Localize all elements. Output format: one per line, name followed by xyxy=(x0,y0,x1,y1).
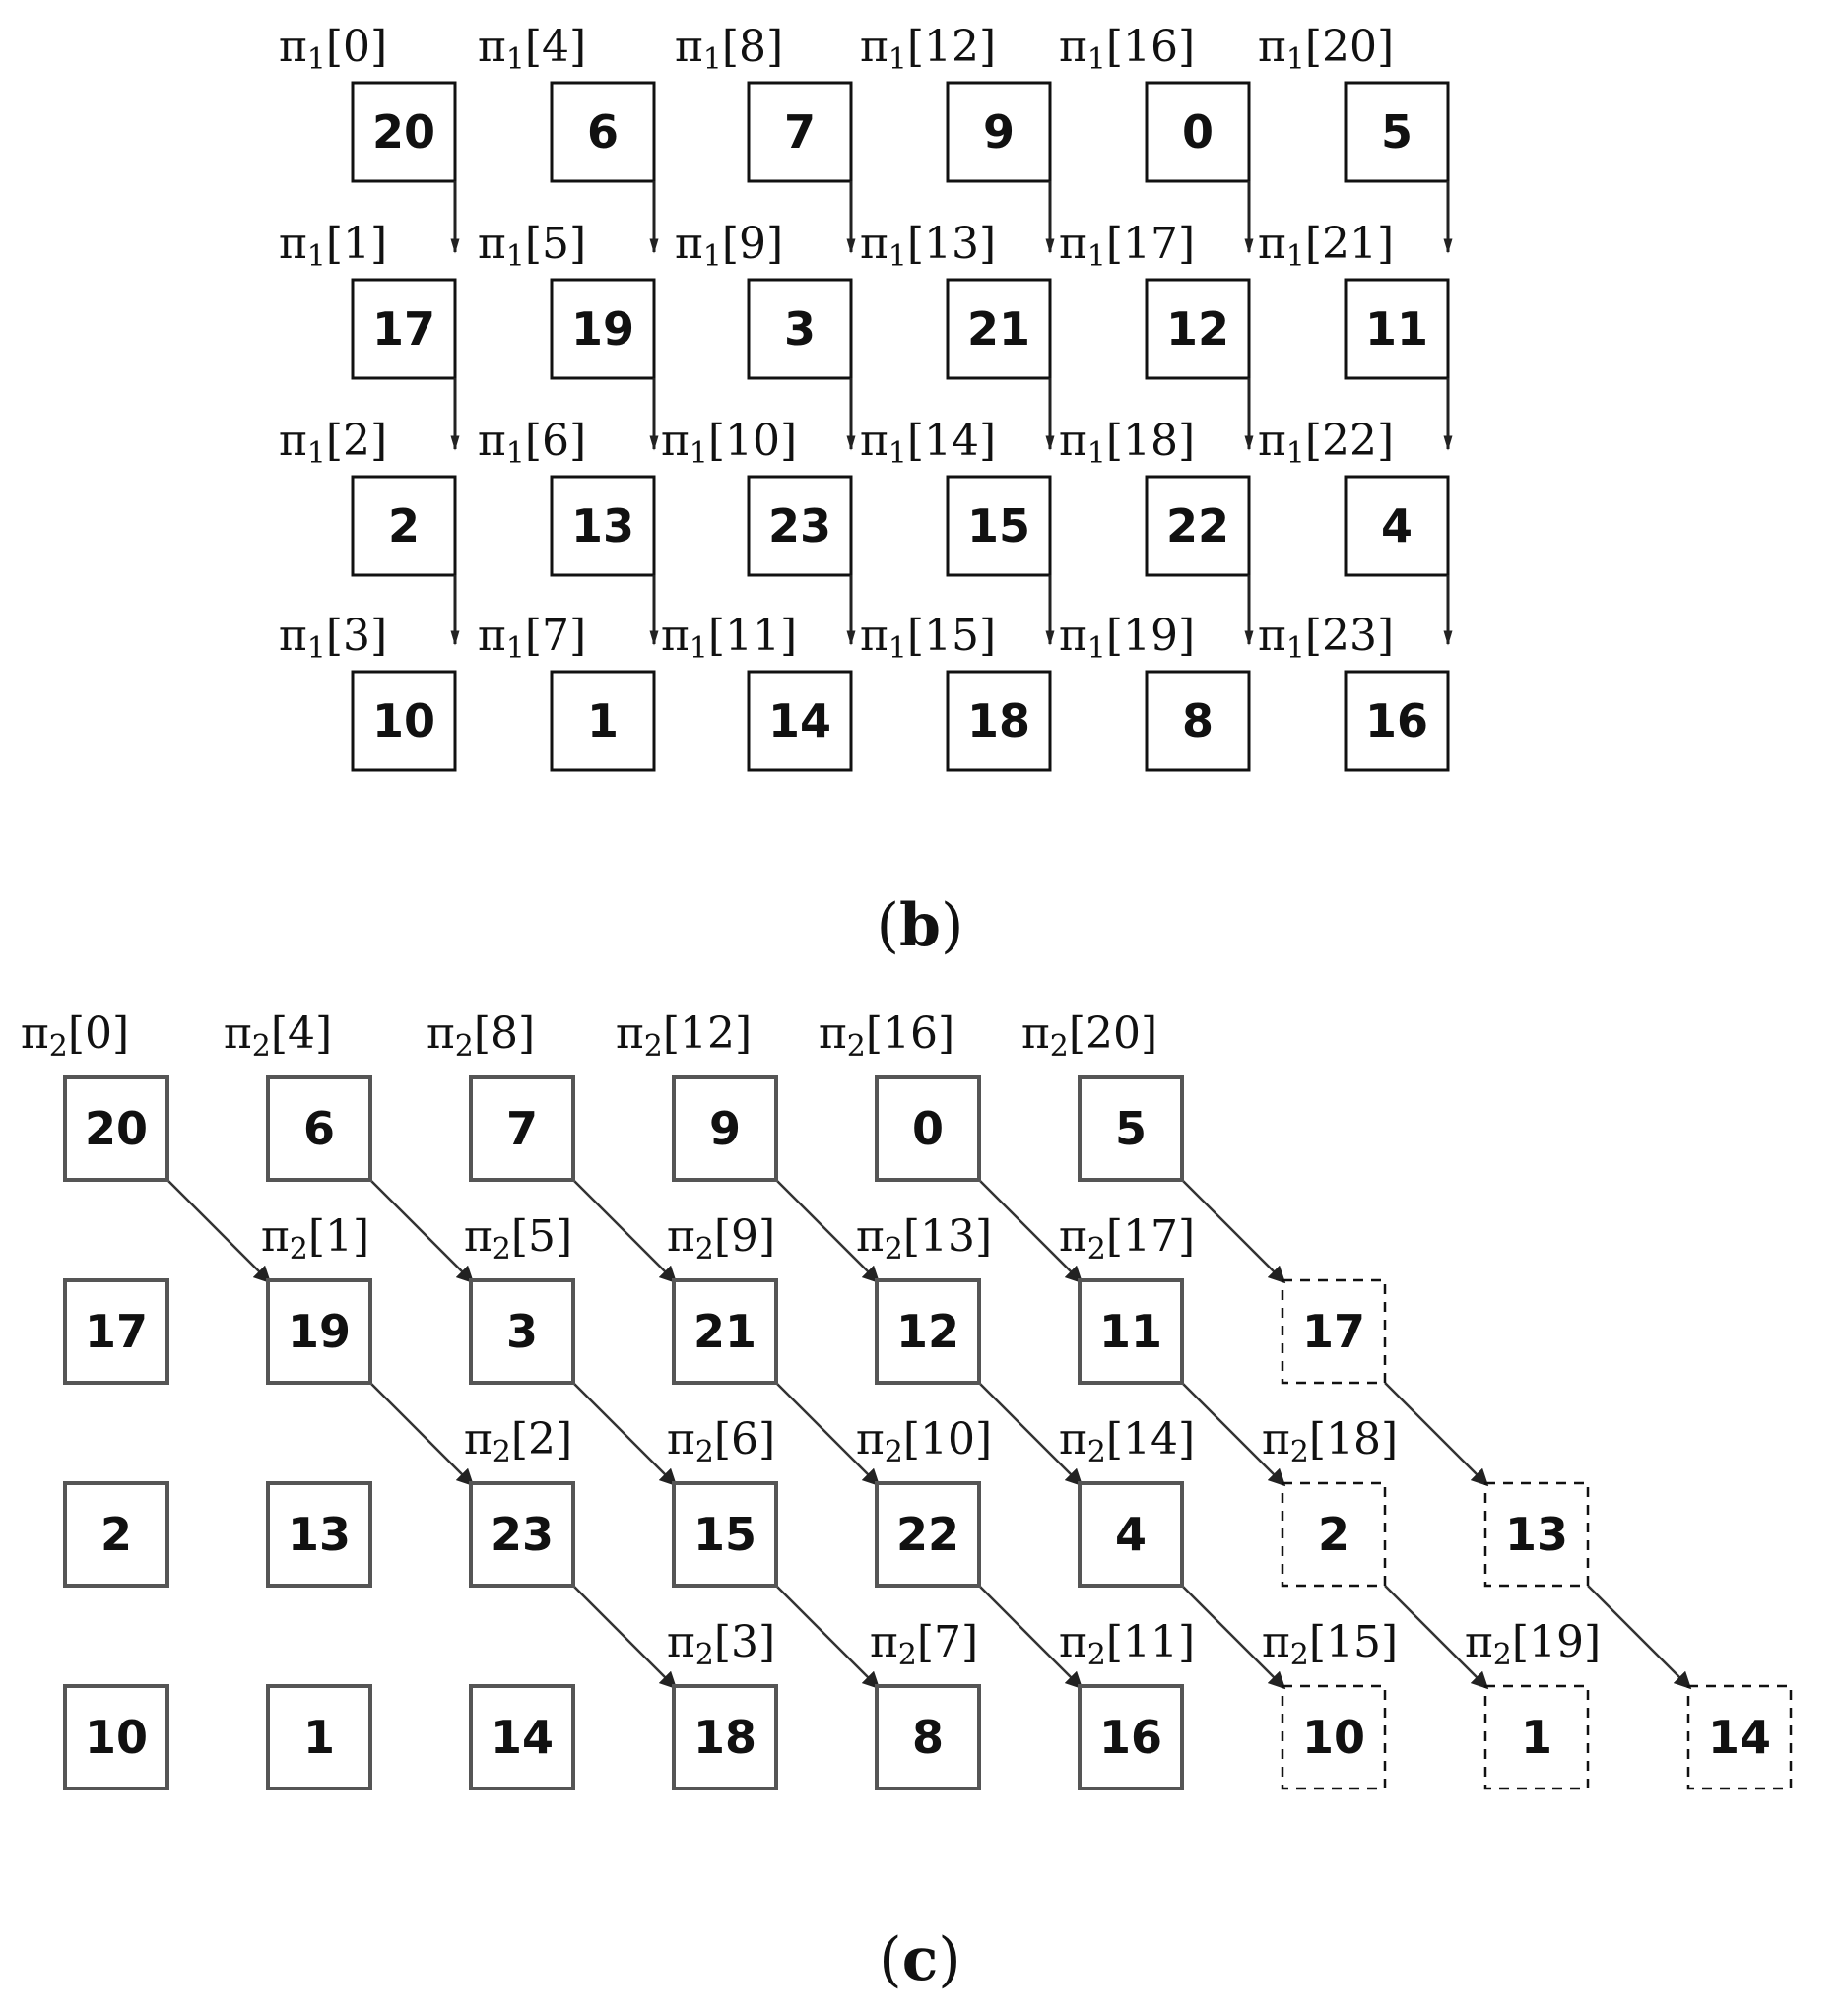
panel-c-cell-value: 13 xyxy=(287,1508,352,1561)
panel-b-cell-value: 15 xyxy=(966,499,1031,553)
panel-b-cell-value: 0 xyxy=(1181,105,1215,159)
panel-c-cell-value: 14 xyxy=(1707,1711,1772,1764)
panel-c-index-label: π2[0] xyxy=(20,1008,130,1064)
panel-b-cell-value: 5 xyxy=(1380,105,1414,159)
panel-c-index-label: π2[11] xyxy=(1058,1617,1196,1672)
panel-c-index-label: π2[1] xyxy=(260,1211,370,1267)
panel-b-index-label: π1[9] xyxy=(674,219,784,274)
panel-c-index-label: π2[4] xyxy=(223,1008,333,1064)
panel-c-index-label: π2[9] xyxy=(666,1211,776,1267)
panel-b-index-label: π1[13] xyxy=(859,219,997,274)
panel-c-cell-value: 4 xyxy=(1114,1508,1148,1561)
panel-c-cell-value: 10 xyxy=(1301,1711,1366,1764)
panel-c-index-label: π2[16] xyxy=(818,1008,955,1064)
panel-b-cell-value: 16 xyxy=(1364,694,1429,748)
panel-c-index-label: π2[8] xyxy=(426,1008,536,1064)
panel-b-cell-value: 1 xyxy=(586,694,620,748)
panel-c-cell-value: 11 xyxy=(1098,1305,1163,1358)
panel-b-cell-value: 13 xyxy=(570,499,635,553)
panel-c-cell-value: 14 xyxy=(490,1711,555,1764)
panel-b-index-label: π1[19] xyxy=(1058,611,1196,666)
panel-b-cell-value: 2 xyxy=(387,499,421,553)
panel-c-cell-value: 10 xyxy=(84,1711,149,1764)
panel-b-index-label: π1[17] xyxy=(1058,219,1196,274)
panel-b-index-label: π1[6] xyxy=(477,416,587,471)
panel-b-cell-value: 10 xyxy=(371,694,436,748)
panel-c-cell-value: 1 xyxy=(1520,1711,1553,1764)
panel-b-index-label: π1[11] xyxy=(660,611,798,666)
panel-b-cell-value: 8 xyxy=(1181,694,1215,748)
panel-b-cell-value: 22 xyxy=(1165,499,1230,553)
panel-c-arrow xyxy=(370,1383,473,1485)
panel-b-cell-value: 14 xyxy=(767,694,832,748)
panel-c-cell-value: 2 xyxy=(1317,1508,1350,1561)
panel-b-caption-letter: b xyxy=(899,891,941,960)
panel-c-index-label: π2[10] xyxy=(855,1414,993,1469)
panel-c-index-label: π2[19] xyxy=(1464,1617,1602,1672)
panel-c-index-label: π2[20] xyxy=(1020,1008,1158,1064)
panel-c-index-label: π2[3] xyxy=(666,1617,776,1672)
panel-c-arrow xyxy=(1385,1383,1487,1485)
panel-b-index-label: π1[18] xyxy=(1058,416,1196,471)
panel-c-cell-value: 23 xyxy=(490,1508,555,1561)
panel-b-cell-value: 21 xyxy=(966,302,1031,356)
panel-b-cell-value: 3 xyxy=(783,302,817,356)
panel-c-cell-value: 7 xyxy=(505,1102,539,1155)
panel-c-cell-value: 12 xyxy=(895,1305,960,1358)
panel-b-index-label: π1[21] xyxy=(1257,219,1395,274)
panel-c-arrow xyxy=(776,1586,879,1688)
panel-c-cell-value: 15 xyxy=(692,1508,757,1561)
panel-c-arrow xyxy=(1588,1586,1690,1688)
panel-c-cell-value: 0 xyxy=(911,1102,945,1155)
panel-c-index-label: π2[15] xyxy=(1261,1617,1399,1672)
panel-c-cell-value: 19 xyxy=(287,1305,352,1358)
panel-c-arrow xyxy=(573,1586,676,1688)
panel-c-index-label: π2[13] xyxy=(855,1211,993,1267)
panel-c-index-label: π2[6] xyxy=(666,1414,776,1469)
panel-c-cell-value: 5 xyxy=(1114,1102,1148,1155)
panel-c-index-label: π2[7] xyxy=(869,1617,979,1672)
panel-b-cell-value: 9 xyxy=(982,105,1016,159)
panel-c-cell-value: 1 xyxy=(302,1711,336,1764)
panel-b-cell-value: 6 xyxy=(586,105,620,159)
panel-c-caption: (c) xyxy=(879,1925,961,1994)
panel-c-cell-value: 21 xyxy=(692,1305,757,1358)
panel-c-arrow xyxy=(573,1180,676,1282)
panel-c-index-label: π2[2] xyxy=(463,1414,573,1469)
panel-b-index-label: π1[15] xyxy=(859,611,997,666)
panel-c-cell-value: 3 xyxy=(505,1305,539,1358)
panel-b-index-label: π1[14] xyxy=(859,416,997,471)
panel-b-index-label: π1[5] xyxy=(477,219,587,274)
panel-c-caption-letter: c xyxy=(901,1925,939,1994)
panel-c-cell-value: 6 xyxy=(302,1102,336,1155)
panel-b-index-label: π1[7] xyxy=(477,611,587,666)
panel-b-index-label: π1[16] xyxy=(1058,22,1196,77)
panel-b-index-label: π1[20] xyxy=(1257,22,1395,77)
panel-b-index-label: π1[23] xyxy=(1257,611,1395,666)
panel-c-arrow xyxy=(167,1180,270,1282)
panel-b-index-label: π1[22] xyxy=(1257,416,1395,471)
panel-c-cell-value: 9 xyxy=(708,1102,742,1155)
panel-b-index-label: π1[12] xyxy=(859,22,997,77)
panel-b-index-label: π1[4] xyxy=(477,22,587,77)
panel-b-index-label: π1[2] xyxy=(278,416,388,471)
panel-c-index-label: π2[12] xyxy=(615,1008,753,1064)
panel-b-cell-value: 17 xyxy=(371,302,436,356)
panel-c-cell-value: 17 xyxy=(1301,1305,1366,1358)
panel-c-cell-value: 18 xyxy=(692,1711,757,1764)
panel-b-cell-value: 12 xyxy=(1165,302,1230,356)
panel-b-cell-value: 7 xyxy=(783,105,817,159)
panel-c-index-label: π2[14] xyxy=(1058,1414,1196,1469)
panel-c-cell-value: 17 xyxy=(84,1305,149,1358)
panel-c-arrow xyxy=(573,1383,676,1485)
panel-c-arrow xyxy=(370,1180,473,1282)
panel-b-cell-value: 23 xyxy=(767,499,832,553)
panel-b-index-label: π1[8] xyxy=(674,22,784,77)
panel-b-cell-value: 18 xyxy=(966,694,1031,748)
panel-c-cell-value: 22 xyxy=(895,1508,960,1561)
panel-c-cell-value: 20 xyxy=(84,1102,149,1155)
panel-c-cell-value: 13 xyxy=(1504,1508,1569,1561)
panel-c-index-label: π2[18] xyxy=(1261,1414,1399,1469)
panel-b-index-label: π1[0] xyxy=(278,22,388,77)
panel-c-cell-value: 2 xyxy=(99,1508,133,1561)
panel-b-cell-value: 4 xyxy=(1380,499,1414,553)
panel-b-index-label: π1[3] xyxy=(278,611,388,666)
panel-c-index-label: π2[5] xyxy=(463,1211,573,1267)
panel-c xyxy=(21,1008,1791,1788)
panel-b xyxy=(279,22,1448,770)
panel-c-cell-value: 8 xyxy=(911,1711,945,1764)
panel-b-cell-value: 20 xyxy=(371,105,436,159)
panel-b-cell-value: 19 xyxy=(570,302,635,356)
panel-c-index-label: π2[17] xyxy=(1058,1211,1196,1267)
panel-b-index-label: π1[1] xyxy=(278,219,388,274)
panel-c-arrow xyxy=(1182,1180,1284,1282)
panel-b-index-label: π1[10] xyxy=(660,416,798,471)
panel-b-cell-value: 11 xyxy=(1364,302,1429,356)
panel-b-caption: (b) xyxy=(876,891,964,960)
panel-c-cell-value: 16 xyxy=(1098,1711,1163,1764)
